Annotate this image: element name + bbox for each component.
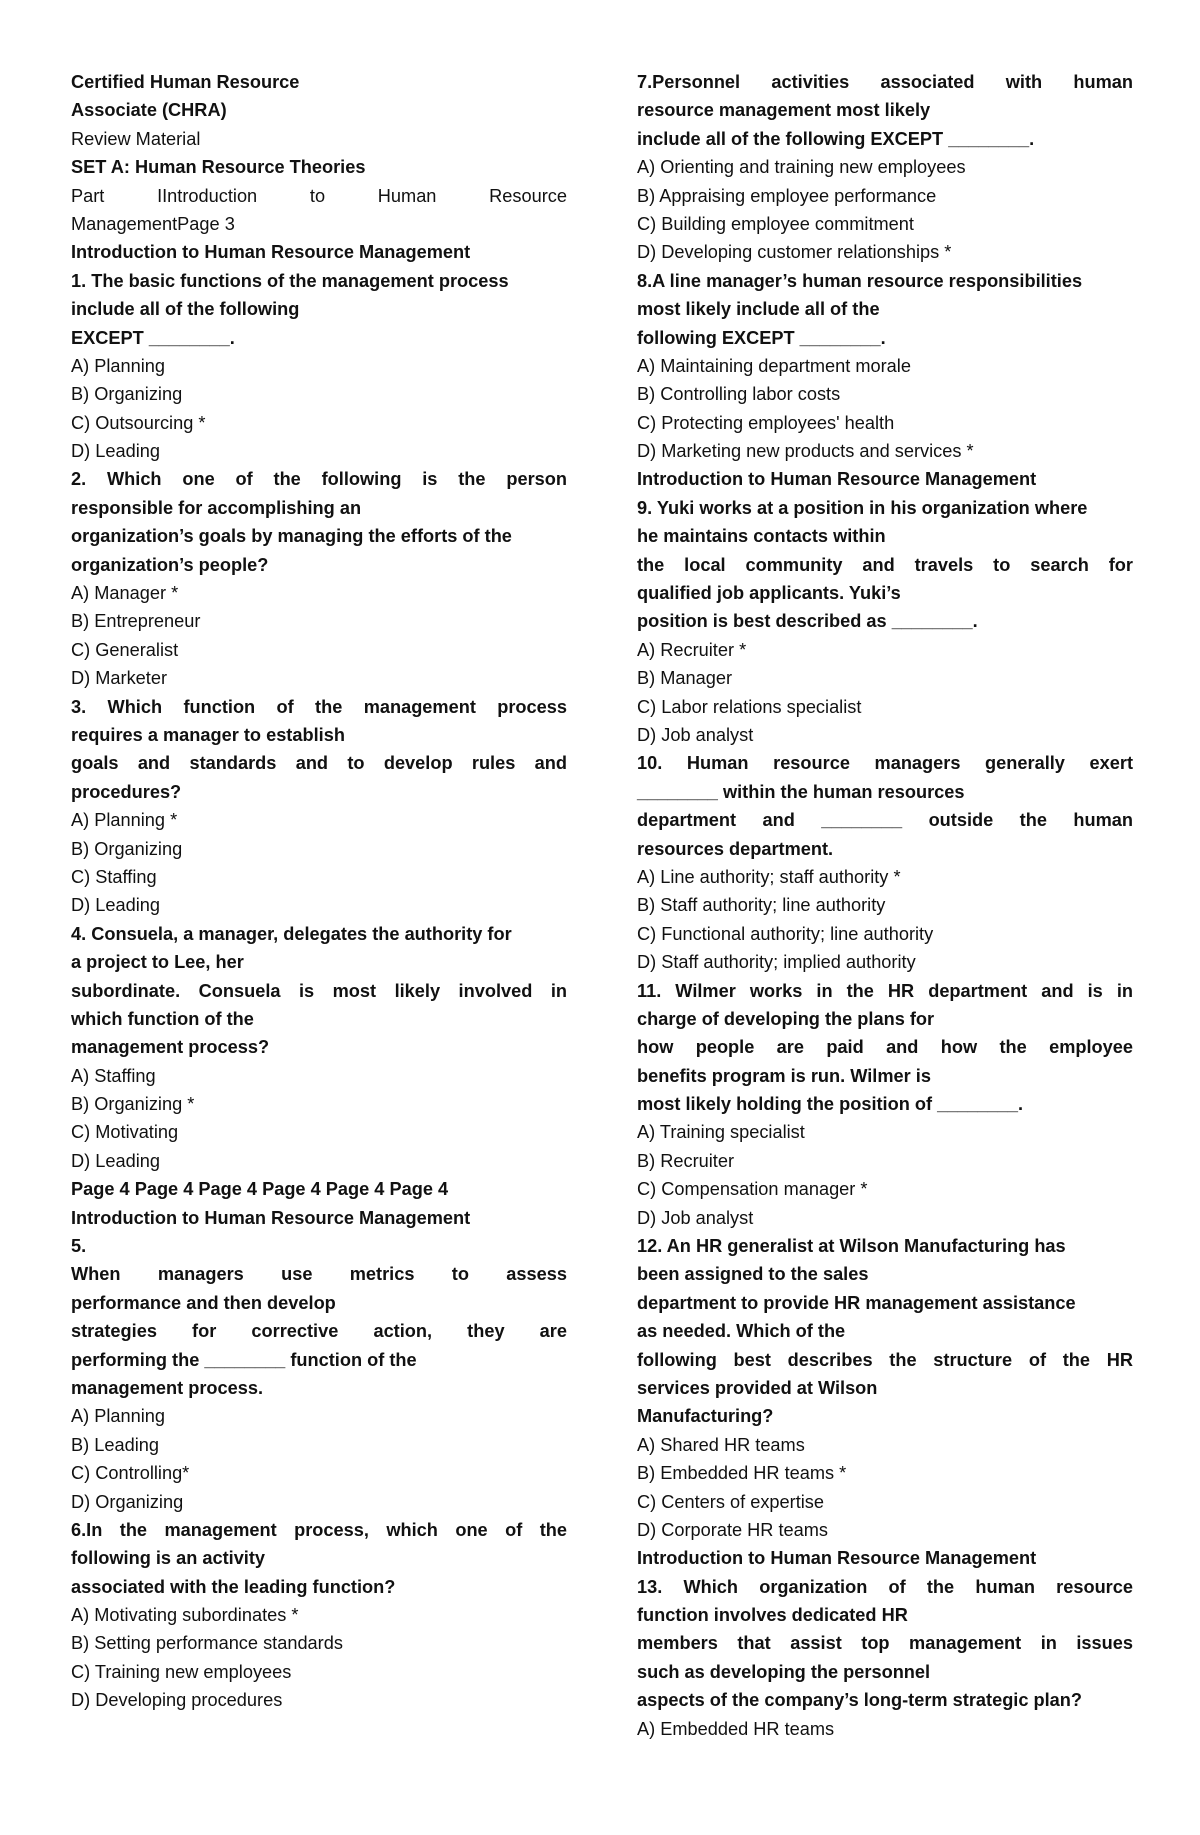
answer-option: A) Recruiter * xyxy=(637,639,747,660)
question-line: 2. Which one of the following is the person xyxy=(71,469,567,490)
answer-option: C) Motivating xyxy=(71,1122,179,1143)
answer-option: B) Entrepreneur xyxy=(71,611,201,632)
answer-option: D) Organizing xyxy=(71,1491,184,1512)
answer-option: B) Leading xyxy=(71,1434,159,1455)
answer-option: B) Recruiter xyxy=(637,1150,735,1171)
answer-option: A) Planning xyxy=(71,1406,166,1427)
answer-option: D) Marketing new products and services * xyxy=(637,441,974,462)
text-line: Part IIntroduction to Human Resource xyxy=(71,185,567,206)
text-line: SET A: Human Resource Theories xyxy=(71,157,366,178)
text-line: position is best described as ________. xyxy=(637,611,978,632)
question-line: 12. An HR generalist at Wilson Manufacturing has xyxy=(637,1236,1066,1257)
answer-option: A) Training specialist xyxy=(637,1122,805,1143)
text-line: goals and standards and to develop rules and xyxy=(71,753,567,774)
answer-option: C) Centers of expertise xyxy=(637,1491,824,1512)
answer-option: C) Functional authority; line authority xyxy=(637,923,934,944)
question-line: 8.A line manager’s human resource responsibilities xyxy=(637,270,1083,291)
text-line: charge of developing the plans for xyxy=(637,1008,935,1029)
question-line: 13. Which organization of the human resource xyxy=(637,1576,1133,1597)
answer-option: C) Staffing xyxy=(71,866,157,887)
answer-option: A) Planning * xyxy=(71,810,178,831)
answer-option: C) Building employee commitment xyxy=(637,213,914,234)
answer-option: A) Manager * xyxy=(71,583,179,604)
text-line: department to provide HR management assistance xyxy=(637,1292,1076,1313)
text-line: performance and then develop xyxy=(71,1292,336,1313)
text-line: management process? xyxy=(71,1037,270,1058)
text-line: include all of the following xyxy=(71,299,300,320)
text-line: requires a manager to establish xyxy=(71,724,345,745)
answer-option: B) Controlling labor costs xyxy=(637,384,841,405)
question-line: 7.Personnel activities associated with human xyxy=(637,72,1133,92)
answer-option: C) Training new employees xyxy=(71,1661,292,1682)
question-line: 3. Which function of the management process xyxy=(71,696,567,717)
section-heading: Introduction to Human Resource Management xyxy=(637,469,1037,490)
question-line: 9. Yuki works at a position in his organization where xyxy=(637,497,1088,518)
text-line: as needed. Which of the xyxy=(637,1321,846,1342)
text-line: most likely holding the position of ________. xyxy=(637,1094,1024,1115)
text-line: include all of the following EXCEPT ________. xyxy=(637,128,1035,149)
text-line: following best describes the structure of the HR xyxy=(637,1349,1133,1370)
right-column xyxy=(637,68,1133,1743)
left-column xyxy=(71,68,567,1715)
section-heading: Introduction to Human Resource Management xyxy=(71,242,471,263)
question-line: 11. Wilmer works in the HR department and is in xyxy=(637,980,1133,1001)
text-line: such as developing the personnel xyxy=(637,1661,931,1682)
text-line: Manufacturing? xyxy=(637,1406,774,1427)
answer-option: A) Orienting and training new employees xyxy=(637,157,966,178)
answer-option: A) Staffing xyxy=(71,1065,156,1086)
answer-option: A) Shared HR teams xyxy=(637,1434,805,1455)
text-line: responsible for accomplishing an xyxy=(71,497,362,518)
text-line: Associate (CHRA) xyxy=(71,100,227,121)
answer-option: B) Organizing * xyxy=(71,1094,195,1115)
text-line: services provided at Wilson xyxy=(637,1377,878,1398)
answer-option: C) Controlling* xyxy=(71,1463,190,1484)
section-heading: Introduction to Human Resource Management xyxy=(637,1548,1037,1569)
answer-option: B) Manager xyxy=(637,668,733,689)
answer-option: D) Developing customer relationships * xyxy=(637,242,952,263)
answer-option: D) Job analyst xyxy=(637,1207,754,1228)
text-line: resources department. xyxy=(637,838,834,859)
question-line: 10. Human resource managers generally exert xyxy=(637,753,1133,774)
text-line: qualified job applicants. Yuki’s xyxy=(637,583,901,604)
answer-option: D) Leading xyxy=(71,895,160,916)
text-line: organization’s goals by managing the efforts of the xyxy=(71,526,512,547)
text-line: most likely include all of the xyxy=(637,299,880,320)
text-line: When managers use metrics to assess xyxy=(71,1264,567,1285)
answer-option: B) Staff authority; line authority xyxy=(637,895,886,916)
text-line: procedures? xyxy=(71,781,182,802)
text-line: Certified Human Resource xyxy=(71,72,300,92)
answer-option: D) Developing procedures xyxy=(71,1690,283,1711)
text-line: function involves dedicated HR xyxy=(637,1605,908,1626)
answer-option: D) Marketer xyxy=(71,668,167,689)
answer-option: B) Setting performance standards xyxy=(71,1633,343,1654)
answer-option: D) Leading xyxy=(71,441,160,462)
text-line: performing the ________ function of the xyxy=(71,1349,417,1370)
text-line: he maintains contacts within xyxy=(637,526,886,547)
answer-option: C) Generalist xyxy=(71,639,179,660)
section-heading: Introduction to Human Resource Management xyxy=(71,1207,471,1228)
answer-option: A) Maintaining department morale xyxy=(637,355,911,376)
text-line: subordinate. Consuela is most likely involved in xyxy=(71,980,567,1001)
text-line: following is an activity xyxy=(71,1548,266,1569)
text-line: organization’s people? xyxy=(71,554,269,575)
answer-option: D) Leading xyxy=(71,1150,160,1171)
answer-option: C) Protecting employees' health xyxy=(637,412,895,433)
text-line: a project to Lee, her xyxy=(71,952,244,973)
text-line: been assigned to the sales xyxy=(637,1264,869,1285)
text-line: aspects of the company’s long-term strategic plan? xyxy=(637,1690,1083,1711)
answer-option: B) Organizing xyxy=(71,384,183,405)
text-line: following EXCEPT ________. xyxy=(637,327,886,348)
answer-option: A) Motivating subordinates * xyxy=(71,1605,299,1626)
answer-option: D) Staff authority; implied authority xyxy=(637,952,916,973)
answer-option: B) Appraising employee performance xyxy=(637,185,937,206)
text-line: how people are paid and how the employee xyxy=(637,1037,1133,1058)
answer-option: A) Line authority; staff authority * xyxy=(637,866,901,887)
text-line: department and ________ outside the human xyxy=(637,810,1133,831)
question-line: 5. xyxy=(71,1236,87,1257)
text-line: ManagementPage 3 xyxy=(71,213,235,234)
page-marker: Page 4 Page 4 Page 4 Page 4 Page 4 Page 4 xyxy=(71,1179,449,1200)
question-line: 4. Consuela, a manager, delegates the authority for xyxy=(71,923,512,944)
text-line: management process. xyxy=(71,1377,264,1398)
answer-option: C) Labor relations specialist xyxy=(637,696,862,717)
text-line: members that assist top management in issues xyxy=(637,1633,1133,1654)
text-line: ________ within the human resources xyxy=(637,781,965,802)
text-line: which function of the xyxy=(71,1008,254,1029)
text-line: EXCEPT ________. xyxy=(71,327,235,348)
answer-option: D) Job analyst xyxy=(637,724,754,745)
question-line: 6.In the management process, which one of the xyxy=(71,1519,567,1540)
text-line: resource management most likely xyxy=(637,100,931,121)
text-line: strategies for corrective action, they are xyxy=(71,1321,567,1342)
text-line: benefits program is run. Wilmer is xyxy=(637,1065,931,1086)
text-line: associated with the leading function? xyxy=(71,1576,396,1597)
text-line: the local community and travels to search for xyxy=(637,554,1133,575)
answer-option: B) Organizing xyxy=(71,838,183,859)
answer-option: C) Compensation manager * xyxy=(637,1179,868,1200)
answer-option: A) Embedded HR teams xyxy=(637,1718,835,1739)
question-line: 1. The basic functions of the management process xyxy=(71,270,509,291)
answer-option: B) Embedded HR teams * xyxy=(637,1463,847,1484)
text-line: Review Material xyxy=(71,128,201,149)
answer-option: C) Outsourcing * xyxy=(71,412,206,433)
answer-option: D) Corporate HR teams xyxy=(637,1519,829,1540)
answer-option: A) Planning xyxy=(71,355,166,376)
